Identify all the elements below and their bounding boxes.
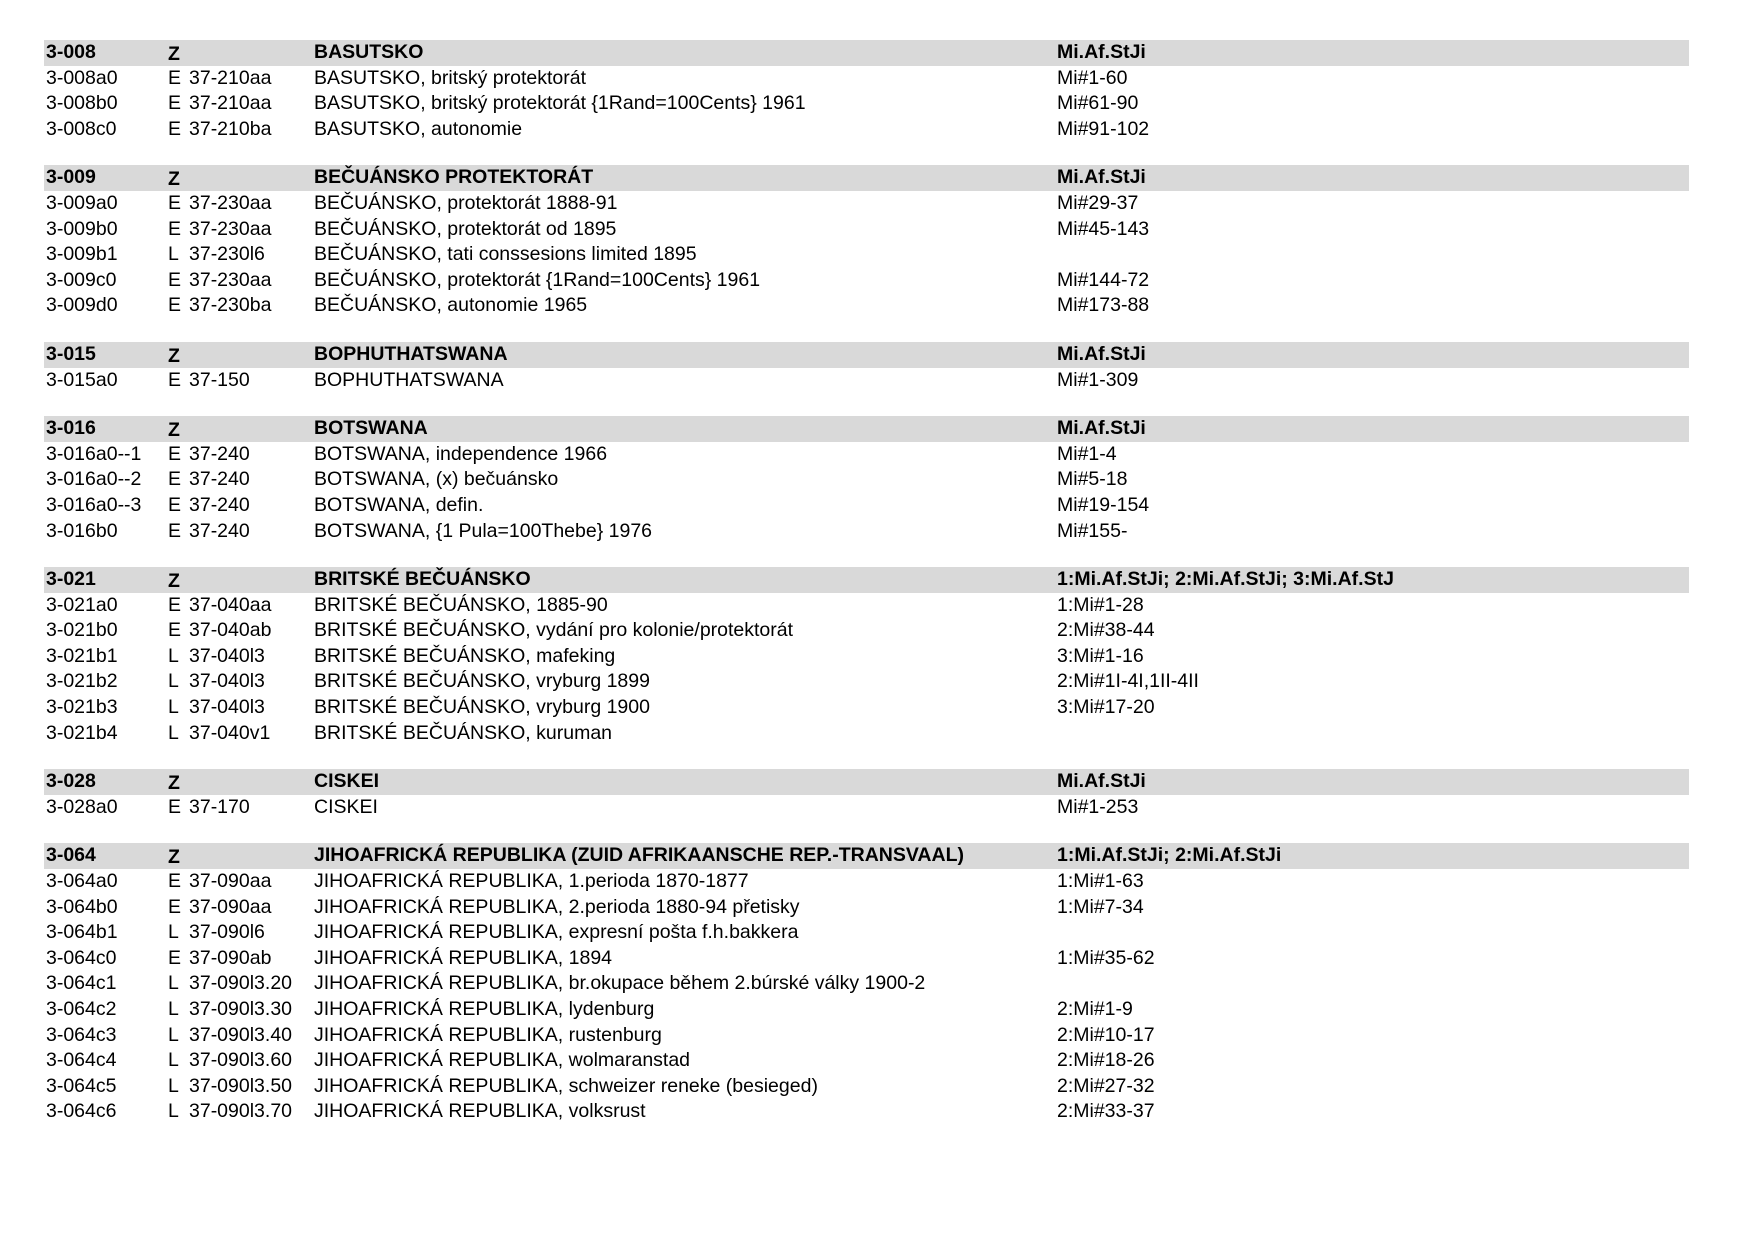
row-description: BEČUÁNSKO, protektorát 1888-91	[314, 191, 618, 214]
section-catalog-ref: Mi.Af.StJi	[1057, 770, 1146, 793]
row-code: 3-016a0--3	[46, 493, 142, 516]
row-description: JIHOAFRICKÁ REPUBLIKA, volksrust	[314, 1100, 646, 1123]
row-type: L	[168, 1074, 179, 1097]
table-row	[44, 117, 1689, 143]
row-description: BRITSKÉ BEČUÁNSKO, 1885-90	[314, 593, 608, 616]
table-row	[44, 293, 1689, 319]
row-catalog-ref: 2:Mi#1-9	[1057, 998, 1133, 1020]
row-code: 3-016a0--1	[46, 442, 142, 465]
row-type: E	[168, 294, 182, 317]
row-description: BOTSWANA, {1 Pula=100Thebe} 1976	[314, 519, 653, 542]
row-code: 3-009b0	[46, 217, 118, 240]
row-code: 3-064c1	[46, 972, 117, 995]
section-code: 3-021	[46, 568, 96, 591]
row-type: L	[168, 921, 179, 944]
section-header-row	[44, 40, 1689, 66]
table-row	[44, 1048, 1689, 1074]
row-description: BRITSKÉ BEČUÁNSKO, vryburg 1899	[314, 670, 650, 693]
row-catalog-number: 37-090l6	[189, 921, 265, 944]
row-code: 3-064c5	[46, 1074, 117, 1097]
section-group	[44, 40, 1689, 142]
row-catalog-number: 37-210aa	[189, 92, 272, 115]
row-catalog-number: 37-240	[189, 493, 250, 516]
row-description: BRITSKÉ BEČUÁNSKO, vydání pro kolonie/protektorát	[314, 619, 794, 642]
row-catalog-ref: Mi#61-90	[1057, 92, 1139, 115]
row-type: L	[168, 1049, 179, 1072]
row-code: 3-016b0	[46, 519, 118, 542]
row-type: L	[168, 998, 179, 1020]
table-row	[44, 467, 1689, 493]
row-catalog-ref: 2:Mi#1I-4I,1II-4II	[1057, 670, 1199, 693]
row-code: 3-064c6	[46, 1100, 117, 1123]
row-type: E	[168, 493, 182, 516]
section-catalog-ref: 1:Mi.Af.StJi; 2:Mi.Af.StJi	[1057, 844, 1282, 867]
table-row	[44, 618, 1689, 644]
row-type: E	[168, 66, 182, 89]
section-group	[44, 165, 1689, 319]
row-code: 3-021b4	[46, 721, 118, 744]
row-description: BEČUÁNSKO, protektorát od 1895	[314, 217, 617, 240]
row-catalog-number: 37-040l3	[189, 644, 265, 667]
row-description: BEČUÁNSKO, protektorát {1Rand=100Cents} 1961	[314, 268, 761, 291]
row-code: 3-009c0	[46, 268, 117, 291]
row-catalog-ref: Mi#19-154	[1057, 493, 1150, 516]
row-description: JIHOAFRICKÁ REPUBLIKA, schweizer reneke (besieged)	[314, 1074, 818, 1097]
row-catalog-ref: 1:Mi#1-63	[1057, 870, 1144, 893]
row-code: 3-064a0	[46, 870, 118, 893]
row-description: JIHOAFRICKÁ REPUBLIKA, 1.perioda 1870-1877	[314, 870, 749, 893]
row-description: BOTSWANA, defin.	[314, 493, 484, 516]
row-catalog-ref: 2:Mi#27-32	[1057, 1074, 1155, 1097]
row-type: E	[168, 442, 182, 465]
row-catalog-number: 37-040l3	[189, 696, 265, 719]
row-type: L	[168, 644, 179, 667]
row-code: 3-008a0	[46, 66, 118, 89]
row-description: BRITSKÉ BEČUÁNSKO, mafeking	[314, 644, 616, 667]
row-catalog-number: 37-240	[189, 442, 250, 465]
row-catalog-ref: Mi#1-253	[1057, 795, 1139, 818]
table-row	[44, 191, 1689, 217]
row-catalog-number: 37-230ba	[189, 294, 272, 317]
table-row	[44, 1099, 1689, 1125]
section-code: 3-015	[46, 342, 96, 365]
section-group	[44, 416, 1689, 544]
row-type: E	[168, 870, 182, 893]
row-description: BEČUÁNSKO, tati conssesions limited 1895	[314, 243, 697, 266]
row-catalog-number: 37-090l3.60	[189, 1049, 293, 1072]
row-catalog-ref: 2:Mi#18-26	[1057, 1049, 1155, 1072]
table-row	[44, 493, 1689, 519]
section-type: Z	[168, 846, 180, 869]
row-code: 3-028a0	[46, 795, 118, 818]
section-title: BOPHUTHATSWANA	[314, 342, 508, 365]
row-catalog-number: 37-040l3	[189, 670, 265, 693]
row-code: 3-021b1	[46, 644, 118, 667]
row-catalog-ref: Mi#5-18	[1057, 468, 1128, 491]
row-catalog-ref: Mi#173-88	[1057, 294, 1150, 317]
section-header-row	[44, 567, 1689, 593]
row-description: BASUTSKO, britský protektorát	[314, 66, 587, 89]
row-description: BRITSKÉ BEČUÁNSKO, kuruman	[314, 721, 613, 744]
row-description: BOTSWANA, independence 1966	[314, 442, 608, 465]
section-type: Z	[168, 419, 180, 442]
row-code: 3-008b0	[46, 92, 118, 115]
row-catalog-ref: 1:Mi#1-28	[1057, 593, 1144, 616]
row-catalog-ref: 2:Mi#38-44	[1057, 619, 1155, 642]
row-catalog-number: 37-040v1	[189, 721, 271, 744]
row-catalog-ref: Mi#45-143	[1057, 217, 1150, 240]
row-description: JIHOAFRICKÁ REPUBLIKA, expresní pošta f.h.bakkera	[314, 921, 799, 944]
row-catalog-number: 37-150	[189, 368, 250, 391]
table-row	[44, 442, 1689, 468]
row-description: JIHOAFRICKÁ REPUBLIKA, lydenburg	[314, 998, 655, 1020]
row-code: 3-021b3	[46, 696, 118, 719]
table-row	[44, 1074, 1689, 1100]
table-row	[44, 268, 1689, 294]
row-description: BOPHUTHATSWANA	[314, 368, 504, 391]
section-type: Z	[168, 772, 180, 795]
row-type: L	[168, 696, 179, 719]
section-type: Z	[168, 344, 180, 367]
row-description: CISKEI	[314, 795, 378, 818]
section-title: JIHOAFRICKÁ REPUBLIKA (ZUID AFRIKAANSCHE REP.-TRANSVAAL)	[314, 844, 965, 867]
section-title: BRITSKÉ BEČUÁNSKO	[314, 568, 531, 591]
section-header-row	[44, 843, 1689, 869]
section-type: Z	[168, 168, 180, 191]
table-row	[44, 895, 1689, 921]
row-type: E	[168, 895, 182, 918]
row-type: L	[168, 1100, 179, 1123]
row-catalog-number: 37-210ba	[189, 117, 272, 140]
row-code: 3-021b2	[46, 670, 118, 693]
row-description: BEČUÁNSKO, autonomie 1965	[314, 294, 588, 317]
section-catalog-ref: 1:Mi.Af.StJi; 2:Mi.Af.StJi; 3:Mi.Af.StJ	[1057, 568, 1394, 591]
row-catalog-ref: 3:Mi#1-16	[1057, 644, 1144, 667]
row-type: L	[168, 721, 179, 744]
section-title: BOTSWANA	[314, 417, 428, 440]
row-catalog-number: 37-240	[189, 519, 250, 542]
row-catalog-number: 37-040ab	[189, 619, 272, 642]
row-type: L	[168, 1023, 179, 1046]
row-code: 3-064b1	[46, 921, 118, 944]
table-row	[44, 997, 1689, 1023]
row-description: BRITSKÉ BEČUÁNSKO, vryburg 1900	[314, 696, 650, 719]
row-type: E	[168, 117, 182, 140]
table-row	[44, 869, 1689, 895]
row-code: 3-021b0	[46, 619, 118, 642]
row-catalog-number: 37-230aa	[189, 217, 272, 240]
table-row	[44, 66, 1689, 92]
row-catalog-number: 37-240	[189, 468, 250, 491]
row-type: E	[168, 795, 182, 818]
row-catalog-ref: Mi#1-60	[1057, 66, 1128, 89]
row-description: JIHOAFRICKÁ REPUBLIKA, wolmaranstad	[314, 1049, 691, 1072]
row-catalog-number: 37-090l3.20	[189, 972, 293, 995]
row-catalog-ref: Mi#29-37	[1057, 191, 1139, 214]
table-row	[44, 721, 1689, 747]
row-catalog-ref: 2:Mi#10-17	[1057, 1023, 1155, 1046]
row-type: E	[168, 946, 182, 969]
section-code: 3-028	[46, 770, 96, 793]
section-code: 3-009	[46, 166, 96, 189]
row-code: 3-015a0	[46, 368, 118, 391]
section-code: 3-016	[46, 417, 96, 440]
table-row	[44, 1023, 1689, 1049]
row-catalog-number: 37-040aa	[189, 593, 272, 616]
row-description: BASUTSKO, britský protektorát {1Rand=100Cents} 1961	[314, 92, 806, 115]
section-type: Z	[168, 43, 180, 65]
table-row	[44, 971, 1689, 997]
section-header-row	[44, 342, 1689, 368]
row-catalog-ref: Mi#1-4	[1057, 442, 1117, 465]
section-catalog-ref: Mi.Af.StJi	[1057, 342, 1146, 365]
row-type: L	[168, 972, 179, 995]
table-row	[44, 242, 1689, 268]
row-catalog-number: 37-210aa	[189, 66, 272, 89]
section-group	[44, 843, 1689, 1125]
row-catalog-number: 37-230aa	[189, 191, 272, 214]
row-type: E	[168, 519, 182, 542]
row-code: 3-008c0	[46, 117, 117, 140]
row-type: E	[168, 268, 182, 291]
row-type: E	[168, 593, 182, 616]
section-catalog-ref: Mi.Af.StJi	[1057, 417, 1146, 440]
row-catalog-ref: Mi#155-	[1057, 519, 1128, 542]
table-row	[44, 593, 1689, 619]
row-code: 3-064c0	[46, 946, 117, 969]
row-catalog-number: 37-090aa	[189, 895, 272, 918]
row-code: 3-009b1	[46, 243, 118, 266]
section-title: CISKEI	[314, 770, 380, 793]
row-catalog-ref: Mi#1-309	[1057, 368, 1139, 391]
table-row	[44, 795, 1689, 821]
row-type: E	[168, 368, 182, 391]
row-catalog-number: 37-230aa	[189, 268, 272, 291]
catalog-table	[44, 40, 1689, 1148]
table-row	[44, 91, 1689, 117]
table-row	[44, 368, 1689, 394]
table-row	[44, 669, 1689, 695]
row-description: BASUTSKO, autonomie	[314, 117, 523, 140]
section-code: 3-064	[46, 844, 96, 867]
row-code: 3-064c3	[46, 1023, 117, 1046]
row-catalog-number: 37-090ab	[189, 946, 272, 969]
section-header-row	[44, 416, 1689, 442]
row-catalog-number: 37-090l3.30	[189, 998, 293, 1020]
row-type: L	[168, 243, 179, 266]
table-row	[44, 217, 1689, 243]
section-group	[44, 567, 1689, 746]
section-group	[44, 342, 1689, 393]
row-catalog-number: 37-090l3.70	[189, 1100, 293, 1123]
row-code: 3-064b0	[46, 895, 118, 918]
row-catalog-ref: Mi#91-102	[1057, 117, 1150, 140]
section-catalog-ref: Mi.Af.StJi	[1057, 166, 1146, 189]
section-code: 3-008	[46, 41, 96, 63]
row-code: 3-016a0--2	[46, 468, 142, 491]
section-group	[44, 769, 1689, 820]
section-type: Z	[168, 570, 180, 593]
table-row	[44, 519, 1689, 545]
row-code: 3-009d0	[46, 294, 118, 317]
row-type: E	[168, 92, 182, 115]
row-code: 3-021a0	[46, 593, 118, 616]
row-description: JIHOAFRICKÁ REPUBLIKA, rustenburg	[314, 1023, 662, 1046]
table-row	[44, 644, 1689, 670]
row-catalog-ref: 1:Mi#7-34	[1057, 895, 1144, 918]
row-type: E	[168, 191, 182, 214]
row-type: E	[168, 468, 182, 491]
table-row	[44, 920, 1689, 946]
row-code: 3-064c2	[46, 998, 117, 1020]
table-row	[44, 946, 1689, 972]
row-catalog-ref: 1:Mi#35-62	[1057, 946, 1155, 969]
row-catalog-ref: 3:Mi#17-20	[1057, 696, 1155, 719]
row-code: 3-064c4	[46, 1049, 117, 1072]
row-catalog-number: 37-090l3.50	[189, 1074, 293, 1097]
row-catalog-ref: Mi#144-72	[1057, 268, 1150, 291]
section-header-row	[44, 165, 1689, 191]
row-description: JIHOAFRICKÁ REPUBLIKA, 2.perioda 1880-94 přetisky	[314, 895, 800, 918]
section-catalog-ref: Mi.Af.StJi	[1057, 41, 1146, 63]
row-description: JIHOAFRICKÁ REPUBLIKA, br.okupace během 2.búrské války 1900-2	[314, 972, 926, 995]
row-catalog-number: 37-090l3.40	[189, 1023, 293, 1046]
row-description: BOTSWANA, (x) bečuánsko	[314, 468, 559, 491]
row-type: E	[168, 619, 182, 642]
row-catalog-number: 37-090aa	[189, 870, 272, 893]
row-catalog-ref: 2:Mi#33-37	[1057, 1100, 1155, 1123]
section-title: BASUTSKO	[314, 41, 424, 63]
section-title: BEČUÁNSKO PROTEKTORÁT	[314, 166, 594, 189]
row-catalog-number: 37-230l6	[189, 243, 265, 266]
table-row	[44, 695, 1689, 721]
row-catalog-number: 37-170	[189, 795, 250, 818]
row-description: JIHOAFRICKÁ REPUBLIKA, 1894	[314, 946, 613, 969]
row-code: 3-009a0	[46, 191, 118, 214]
row-type: E	[168, 217, 182, 240]
row-type: L	[168, 670, 179, 693]
section-header-row	[44, 769, 1689, 795]
